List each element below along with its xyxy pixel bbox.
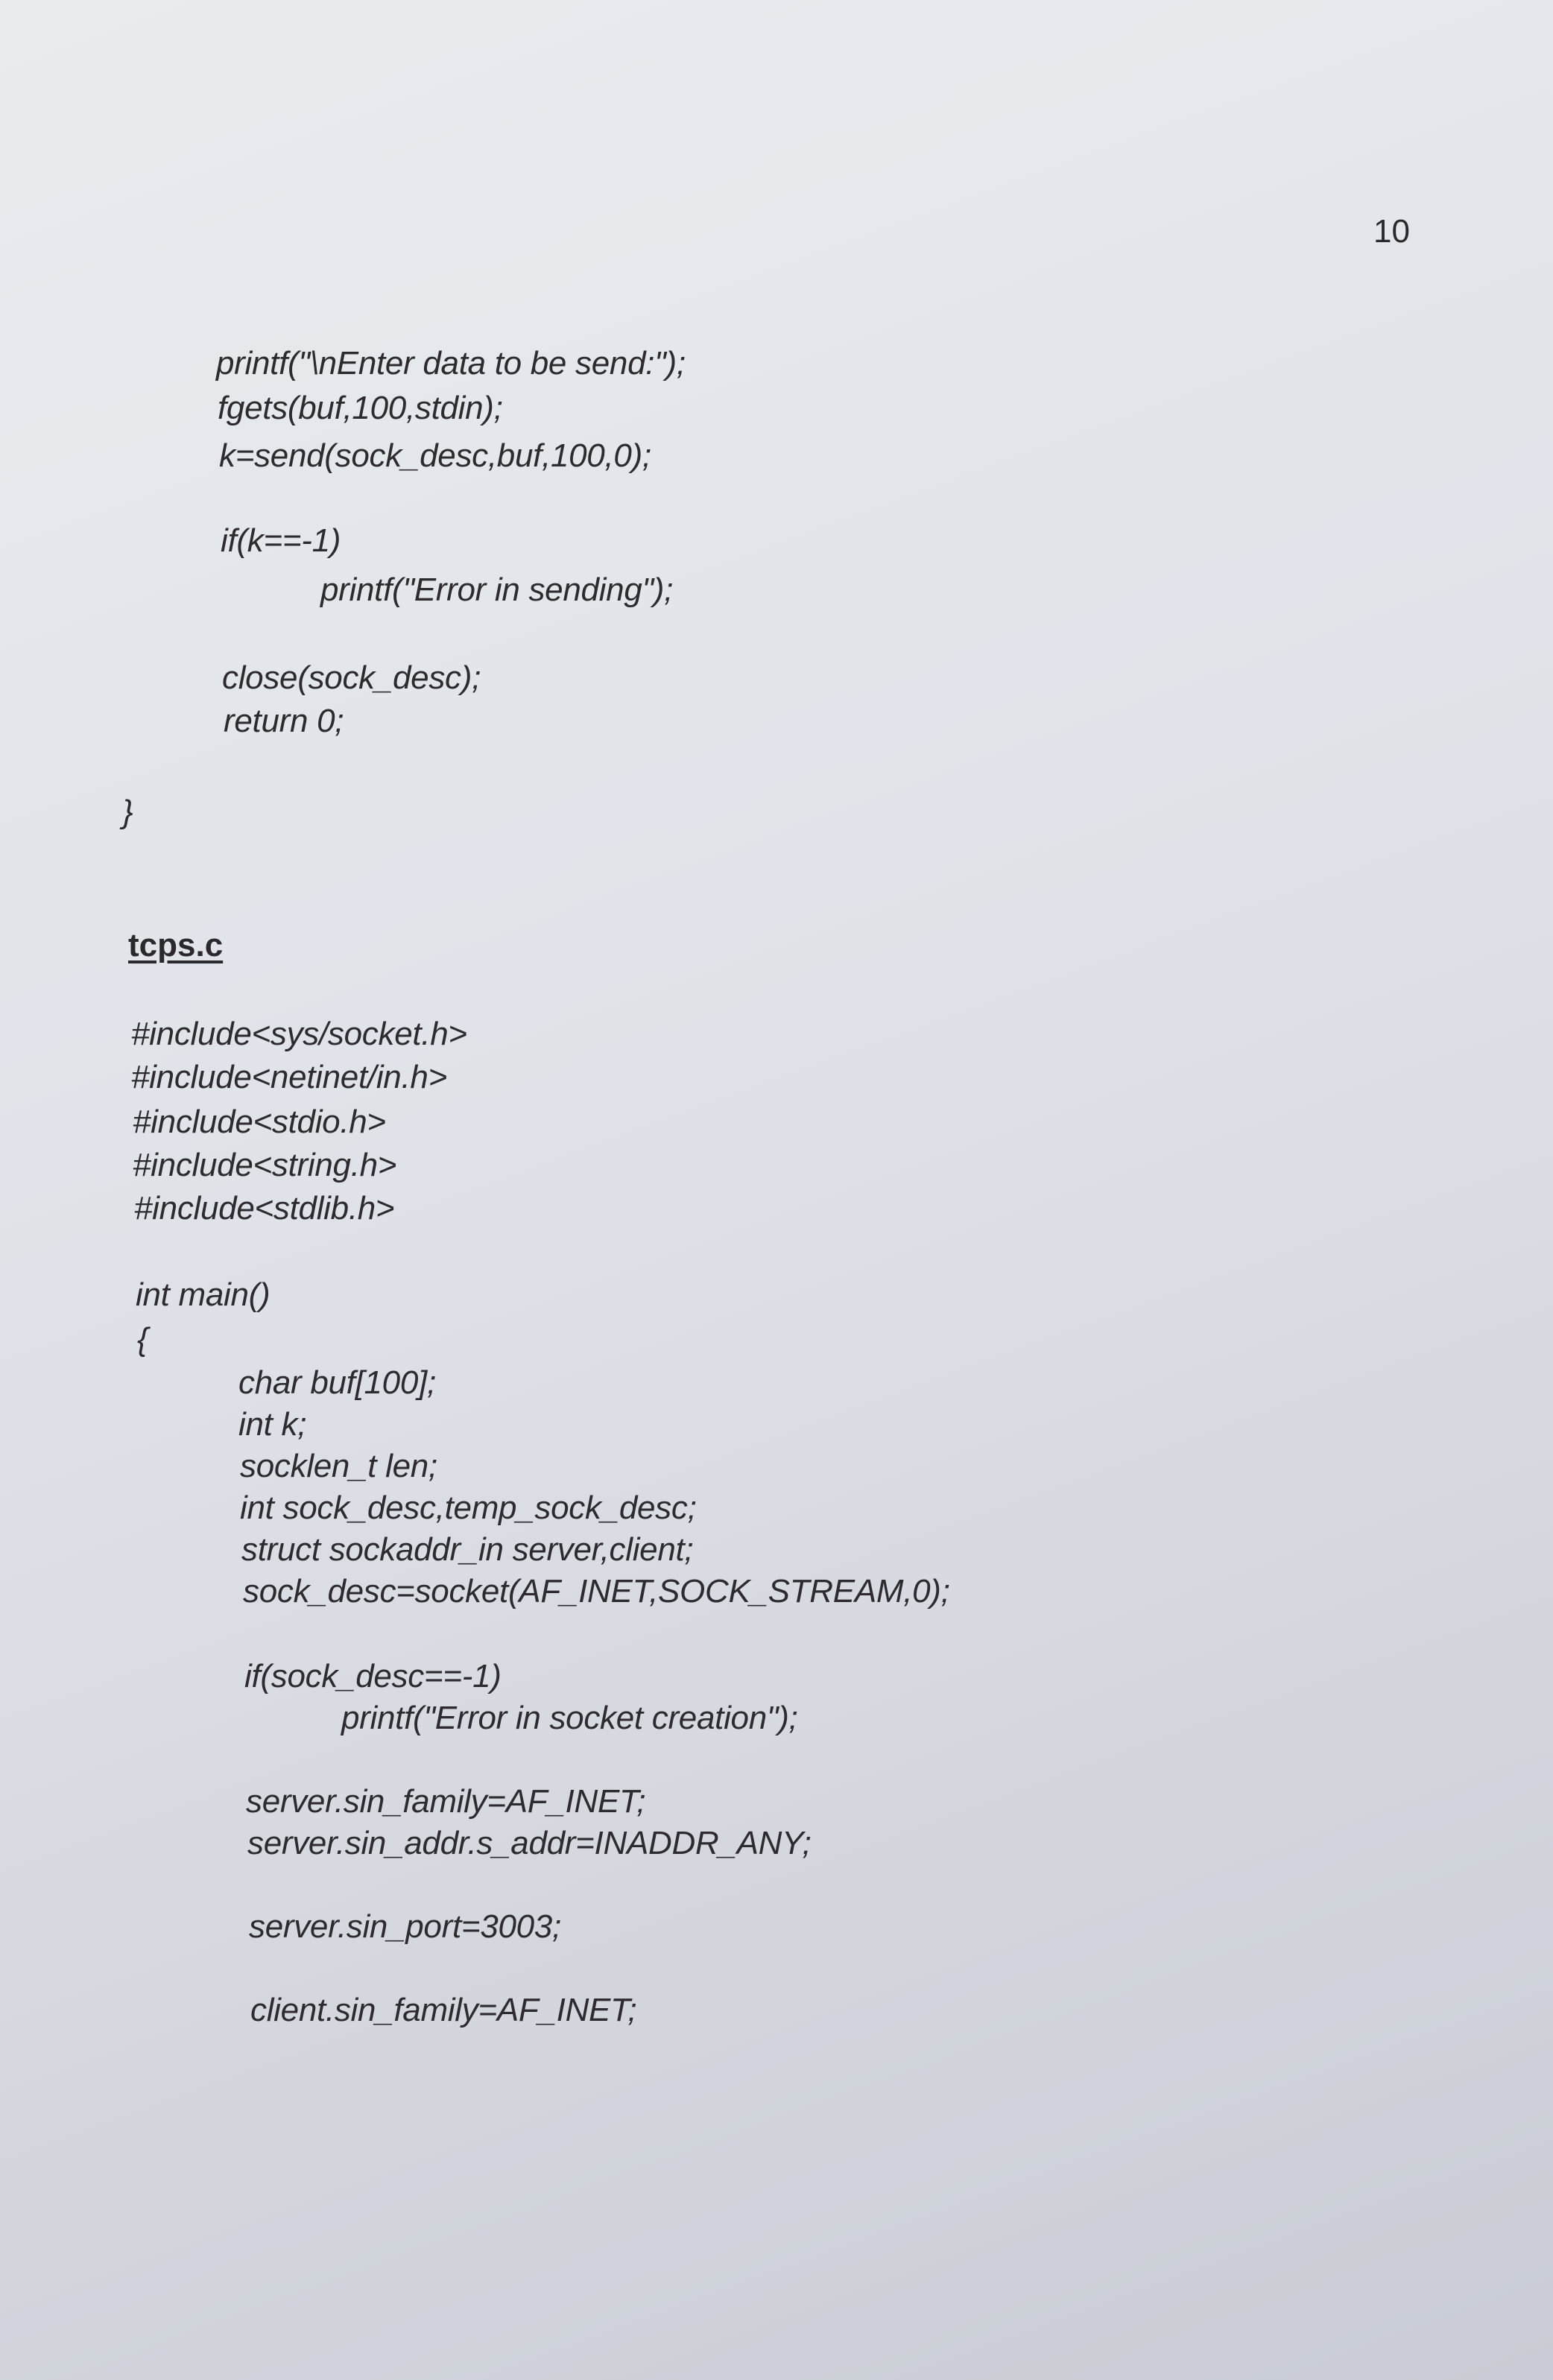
code-line: server.sin_addr.s_addr=INADDR_ANY; bbox=[247, 1825, 812, 1861]
code-line: server.sin_family=AF_INET; bbox=[246, 1783, 646, 1820]
code-line: printf("Error in socket creation"); bbox=[341, 1700, 798, 1736]
code-line: int k; bbox=[238, 1406, 307, 1443]
include-line: #include<netinet/in.h> bbox=[131, 1059, 447, 1095]
section-title: tcps.c bbox=[128, 927, 224, 963]
closing-brace: } bbox=[122, 794, 133, 830]
code-line: printf("Error in sending"); bbox=[320, 572, 674, 608]
page-number: 10 bbox=[1373, 213, 1410, 250]
code-line: printf("\nEnter data to be send:"); bbox=[216, 345, 686, 382]
include-line: #include<stdlib.h> bbox=[134, 1190, 395, 1227]
code-line: close(sock_desc); bbox=[222, 659, 481, 696]
include-line: #include<stdio.h> bbox=[133, 1104, 386, 1140]
include-line: #include<string.h> bbox=[133, 1147, 397, 1183]
code-line: sock_desc=socket(AF_INET,SOCK_STREAM,0); bbox=[243, 1573, 950, 1610]
open-brace: { bbox=[137, 1321, 148, 1358]
code-line: return 0; bbox=[224, 703, 344, 739]
code-line: client.sin_family=AF_INET; bbox=[250, 1992, 637, 2028]
code-line: char buf[100]; bbox=[238, 1364, 436, 1401]
code-line: int sock_desc,temp_sock_desc; bbox=[240, 1490, 697, 1526]
code-line: socklen_t len; bbox=[240, 1448, 437, 1484]
code-line: if(sock_desc==-1) bbox=[244, 1658, 502, 1694]
code-line: server.sin_port=3003; bbox=[249, 1908, 561, 1945]
code-line: k=send(sock_desc,buf,100,0); bbox=[219, 437, 651, 474]
include-line: #include<sys/socket.h> bbox=[131, 1016, 467, 1052]
main-signature: int main() bbox=[136, 1276, 271, 1313]
code-line: fgets(buf,100,stdin); bbox=[218, 390, 503, 426]
code-line: if(k==-1) bbox=[221, 522, 341, 559]
code-line: struct sockaddr_in server,client; bbox=[241, 1531, 694, 1568]
